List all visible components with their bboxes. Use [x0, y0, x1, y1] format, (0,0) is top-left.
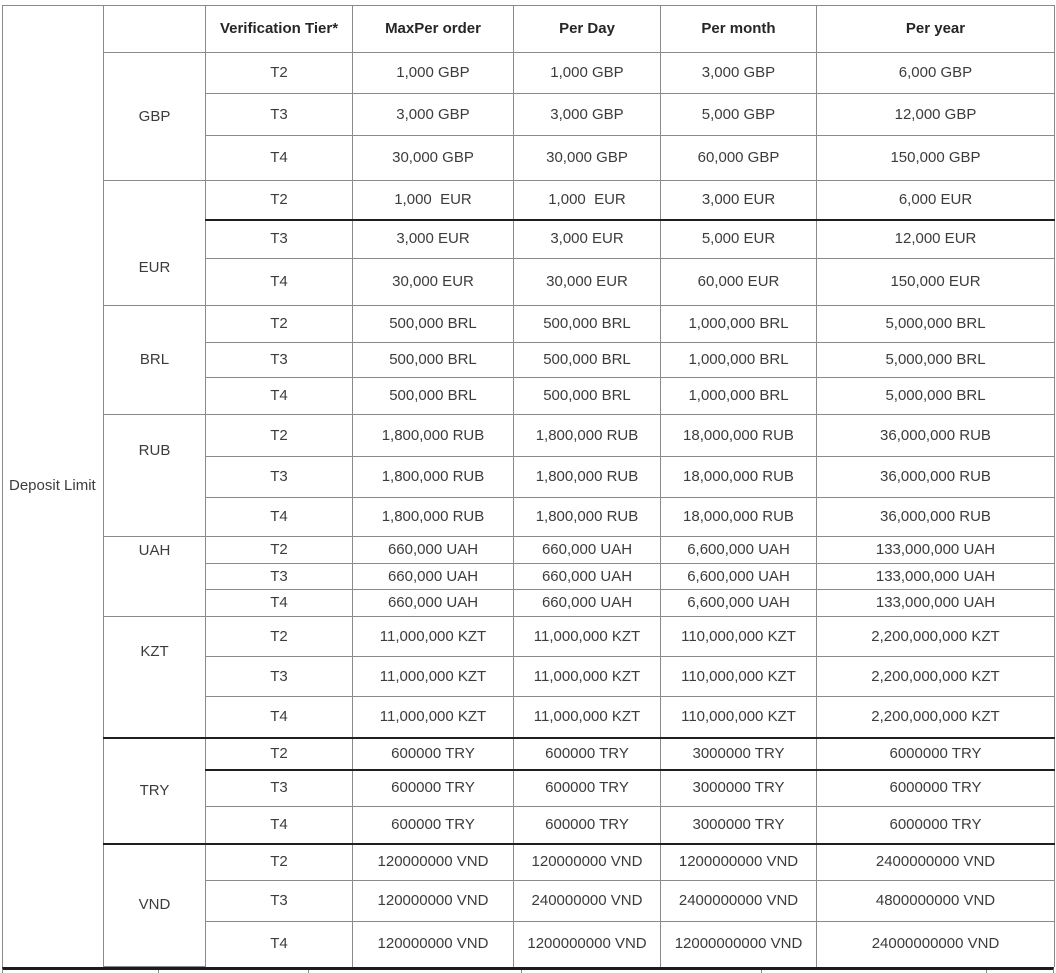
- value-cell: 6,600,000 UAH: [661, 564, 817, 590]
- value-cell: 3,000 EUR: [661, 181, 817, 220]
- value-cell: 30,000 GBP: [353, 136, 514, 181]
- column-header-per-day: Per Day: [514, 6, 661, 53]
- value-cell: 36,000,000 RUB: [817, 498, 1055, 537]
- value-cell: 5,000,000 BRL: [817, 343, 1055, 378]
- value-cell: 1,000,000 BRL: [661, 343, 817, 378]
- tier-cell: T4: [206, 590, 353, 617]
- tier-cell: T4: [206, 922, 353, 967]
- currency-label: TRY: [139, 781, 170, 799]
- value-cell: 1,000,000 BRL: [661, 306, 817, 343]
- tier-cell: T3: [206, 770, 353, 807]
- value-cell: 2,200,000,000 KZT: [817, 697, 1055, 738]
- currency-cell-brl: [104, 306, 206, 415]
- currency-label: GBP: [138, 107, 171, 125]
- currency-label: UAH: [138, 541, 171, 559]
- value-cell: 30,000 EUR: [353, 259, 514, 306]
- value-cell: 6000000 TRY: [817, 738, 1055, 770]
- deposit-limits-table: [2, 5, 1055, 967]
- currency-cell-gbp: [104, 53, 206, 181]
- value-cell: 11,000,000 KZT: [353, 657, 514, 697]
- value-cell: 660,000 UAH: [353, 590, 514, 617]
- value-cell: 110,000,000 KZT: [661, 617, 817, 657]
- corner-cell: [104, 6, 206, 53]
- value-cell: 600000 TRY: [353, 770, 514, 807]
- value-cell: 120000000 VND: [353, 844, 514, 881]
- value-cell: 2,200,000,000 KZT: [817, 617, 1055, 657]
- row-header-deposit-limit: Deposit Limit: [3, 6, 104, 967]
- column-header-per-month: Per month: [661, 6, 817, 53]
- value-cell: 600000 TRY: [514, 770, 661, 807]
- tier-cell: T3: [206, 457, 353, 498]
- value-cell: 600000 TRY: [353, 807, 514, 844]
- value-cell: 500,000 BRL: [353, 343, 514, 378]
- value-cell: 660,000 UAH: [353, 564, 514, 590]
- value-cell: 5,000,000 BRL: [817, 306, 1055, 343]
- value-cell: 1,800,000 RUB: [514, 498, 661, 537]
- value-cell: 1200000000 VND: [514, 922, 661, 967]
- value-cell: 660,000 UAH: [353, 537, 514, 564]
- value-cell: 3,000 GBP: [353, 94, 514, 136]
- value-cell: 6,000 GBP: [817, 53, 1055, 94]
- value-cell: 500,000 BRL: [353, 306, 514, 343]
- currency-label: EUR: [138, 259, 171, 276]
- value-cell: 18,000,000 RUB: [661, 498, 817, 537]
- value-cell: 120000000 VND: [353, 922, 514, 967]
- tier-cell: T2: [206, 844, 353, 881]
- value-cell: 11,000,000 KZT: [353, 697, 514, 738]
- value-cell: 500,000 BRL: [514, 343, 661, 378]
- tier-cell: T4: [206, 378, 353, 415]
- value-cell: 1,000 GBP: [353, 53, 514, 94]
- value-cell: 18,000,000 RUB: [661, 415, 817, 457]
- value-cell: 1,000 EUR: [514, 181, 661, 220]
- value-cell: 24000000000 VND: [817, 922, 1055, 967]
- value-cell: 500,000 BRL: [353, 378, 514, 415]
- table-row-uah-t2: [3, 537, 1055, 564]
- value-cell: 6,600,000 UAH: [661, 537, 817, 564]
- value-cell: 3000000 TRY: [661, 770, 817, 807]
- value-cell: 133,000,000 UAH: [817, 537, 1055, 564]
- value-cell: 36,000,000 RUB: [817, 457, 1055, 498]
- value-cell: 2,200,000,000 KZT: [817, 657, 1055, 697]
- value-cell: 36,000,000 RUB: [817, 415, 1055, 457]
- currency-cell-kzt: [104, 617, 206, 738]
- value-cell: 18,000,000 RUB: [661, 457, 817, 498]
- header-row: [3, 6, 1055, 53]
- value-cell: 660,000 UAH: [514, 564, 661, 590]
- value-cell: 150,000 EUR: [817, 259, 1055, 306]
- value-cell: 3,000 EUR: [353, 220, 514, 259]
- value-cell: 120000000 VND: [514, 844, 661, 881]
- value-cell: 240000000 VND: [514, 881, 661, 922]
- value-cell: 6000000 TRY: [817, 770, 1055, 807]
- value-cell: 600000 TRY: [353, 738, 514, 770]
- tier-cell: T2: [206, 53, 353, 94]
- value-cell: 133,000,000 UAH: [817, 590, 1055, 617]
- table-row-eur-t2: [3, 181, 1055, 220]
- table-row-rub-t2: [3, 415, 1055, 457]
- tier-cell: T2: [206, 415, 353, 457]
- tier-cell: T2: [206, 617, 353, 657]
- table-row-vnd-t2: [3, 844, 1055, 881]
- tier-cell: T2: [206, 181, 353, 220]
- value-cell: 5,000 GBP: [661, 94, 817, 136]
- value-cell: 6000000 TRY: [817, 807, 1055, 844]
- value-cell: 3000000 TRY: [661, 807, 817, 844]
- currency-cell-uah: [104, 537, 206, 617]
- tier-cell: T2: [206, 738, 353, 770]
- value-cell: 1,000,000 BRL: [661, 378, 817, 415]
- value-cell: 11,000,000 KZT: [353, 617, 514, 657]
- table-row-gbp-t2: [3, 53, 1055, 94]
- table-row-kzt-t2: [3, 617, 1055, 657]
- value-cell: 30,000 GBP: [514, 136, 661, 181]
- tier-cell: T2: [206, 306, 353, 343]
- value-cell: 660,000 UAH: [514, 537, 661, 564]
- value-cell: 1,800,000 RUB: [353, 415, 514, 457]
- value-cell: 3,000 EUR: [514, 220, 661, 259]
- value-cell: 1,800,000 RUB: [353, 457, 514, 498]
- limits-table-container: [2, 5, 1054, 973]
- tier-cell: T4: [206, 697, 353, 738]
- value-cell: 110,000,000 KZT: [661, 697, 817, 738]
- tier-cell: T3: [206, 343, 353, 378]
- value-cell: 60,000 EUR: [661, 259, 817, 306]
- column-header-verification-tier: Verification Tier*: [206, 6, 353, 53]
- currency-cell-try: [104, 738, 206, 844]
- currency-cell-eur: [104, 181, 206, 306]
- value-cell: 1,800,000 RUB: [514, 457, 661, 498]
- value-cell: 11,000,000 KZT: [514, 657, 661, 697]
- value-cell: 5,000,000 BRL: [817, 378, 1055, 415]
- value-cell: 6,000 EUR: [817, 181, 1055, 220]
- tier-cell: T4: [206, 498, 353, 537]
- tier-cell: T2: [206, 537, 353, 564]
- tier-cell: T3: [206, 564, 353, 590]
- currency-label: RUB: [138, 441, 171, 459]
- value-cell: 1200000000 VND: [661, 844, 817, 881]
- value-cell: 2400000000 VND: [817, 844, 1055, 881]
- value-cell: 600000 TRY: [514, 807, 661, 844]
- currency-cell-rub: [104, 415, 206, 537]
- currency-label: KZT: [140, 642, 169, 660]
- value-cell: 4800000000 VND: [817, 881, 1055, 922]
- table-row-brl-t2: [3, 306, 1055, 343]
- value-cell: 12,000 EUR: [817, 220, 1055, 259]
- value-cell: 500,000 BRL: [514, 306, 661, 343]
- value-cell: 12000000000 VND: [661, 922, 817, 967]
- value-cell: 110,000,000 KZT: [661, 657, 817, 697]
- next-section-partial-row: [2, 967, 1054, 973]
- value-cell: 660,000 UAH: [514, 590, 661, 617]
- table-row-try-t2: [3, 738, 1055, 770]
- tier-cell: T4: [206, 807, 353, 844]
- tier-cell: T3: [206, 220, 353, 259]
- value-cell: 1,000 GBP: [514, 53, 661, 94]
- value-cell: 3000000 TRY: [661, 738, 817, 770]
- value-cell: 11,000,000 KZT: [514, 697, 661, 738]
- value-cell: 60,000 GBP: [661, 136, 817, 181]
- value-cell: 3,000 GBP: [514, 94, 661, 136]
- value-cell: 120000000 VND: [353, 881, 514, 922]
- value-cell: 12,000 GBP: [817, 94, 1055, 136]
- tier-cell: T3: [206, 94, 353, 136]
- value-cell: 30,000 EUR: [514, 259, 661, 306]
- value-cell: 1,800,000 RUB: [353, 498, 514, 537]
- value-cell: 5,000 EUR: [661, 220, 817, 259]
- value-cell: 2400000000 VND: [661, 881, 817, 922]
- currency-label: VND: [138, 896, 171, 914]
- value-cell: 600000 TRY: [514, 738, 661, 770]
- tier-cell: T3: [206, 881, 353, 922]
- column-header-max-per-order: MaxPer order: [353, 6, 514, 53]
- tier-cell: T4: [206, 136, 353, 181]
- value-cell: 150,000 GBP: [817, 136, 1055, 181]
- currency-cell-vnd: [104, 844, 206, 967]
- tier-cell: T4: [206, 259, 353, 306]
- value-cell: 1,000 EUR: [353, 181, 514, 220]
- value-cell: 6,600,000 UAH: [661, 590, 817, 617]
- value-cell: 11,000,000 KZT: [514, 617, 661, 657]
- tier-cell: T3: [206, 657, 353, 697]
- value-cell: 500,000 BRL: [514, 378, 661, 415]
- value-cell: 3,000 GBP: [661, 53, 817, 94]
- currency-label: BRL: [139, 351, 170, 368]
- value-cell: 1,800,000 RUB: [514, 415, 661, 457]
- value-cell: 133,000,000 UAH: [817, 564, 1055, 590]
- column-header-per-year: Per year: [817, 6, 1055, 53]
